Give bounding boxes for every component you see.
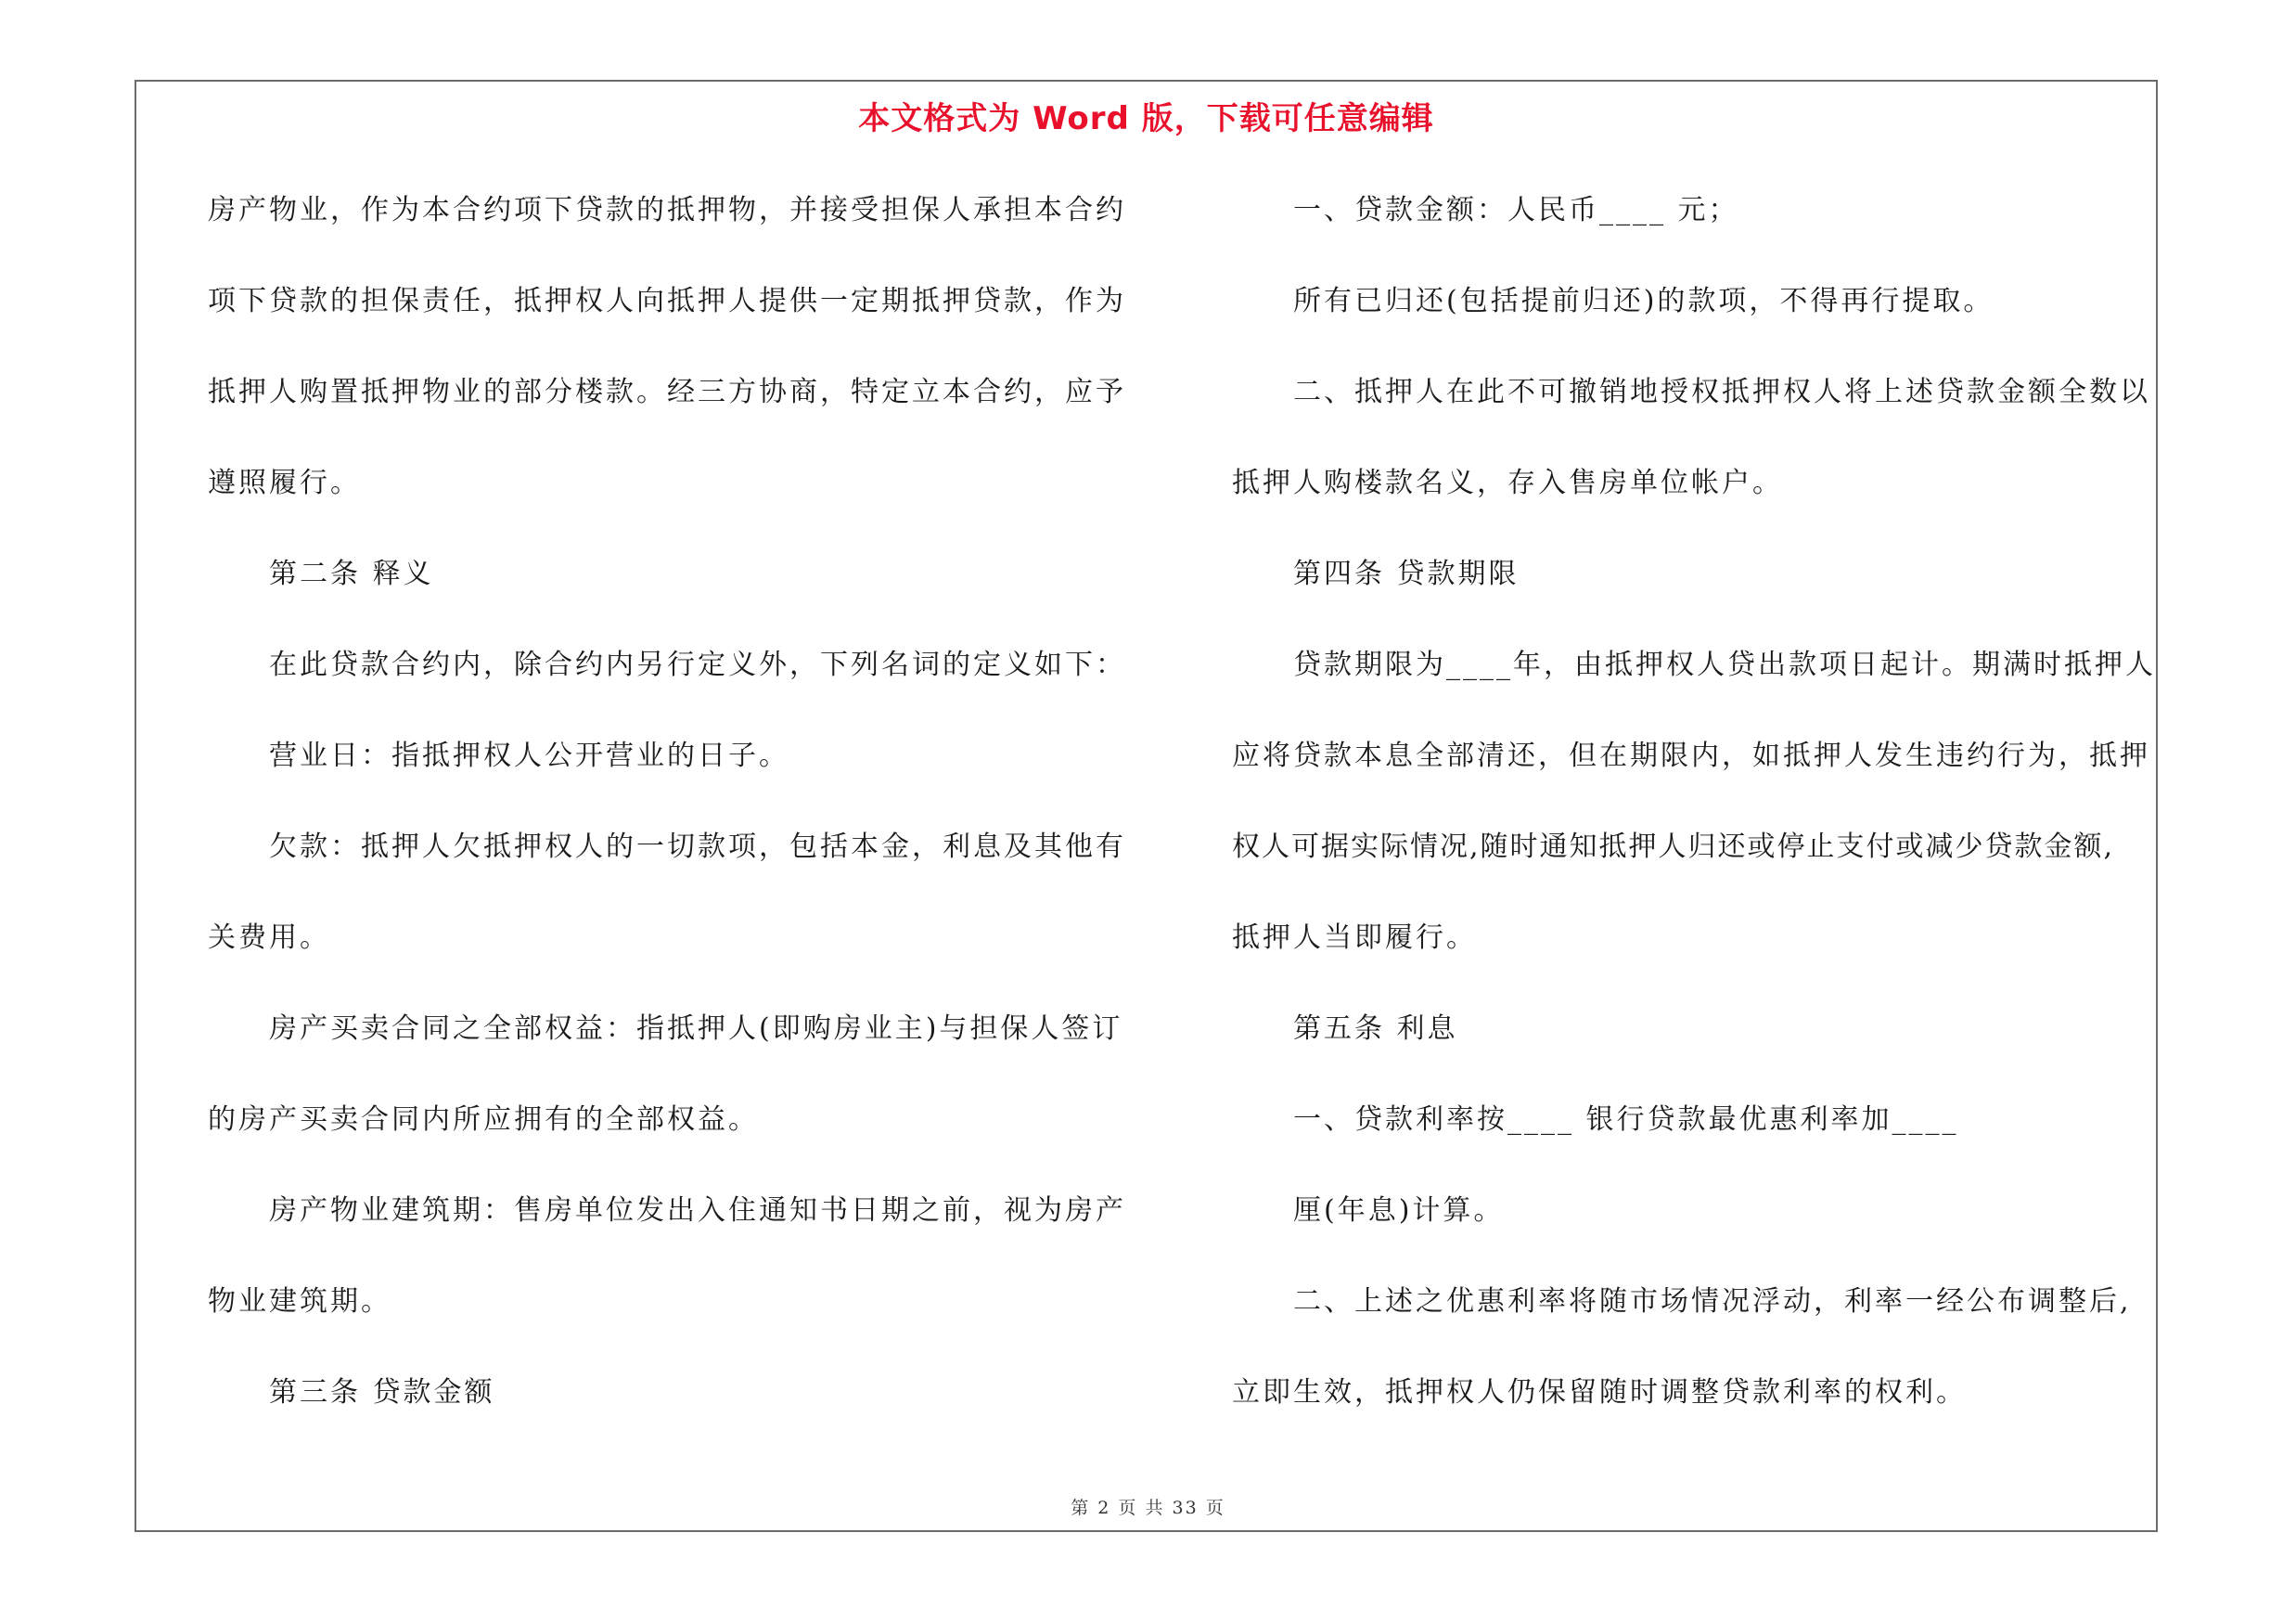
text-line: 应将贷款本息全部清还，但在期限内，如抵押人发生违约行为，抵押 — [1232, 740, 2150, 772]
text-line: 在此贷款合约内，除合约内另行定义外，下列名词的定义如下： — [269, 649, 1126, 681]
section-heading: 第四条 贷款期限 — [1293, 558, 1520, 590]
text-line: 所有已归还(包括提前归还)的款项，不得再行提取。 — [1293, 285, 1995, 317]
text-line: 一、贷款利率按____ 银行贷款最优惠利率加____ — [1293, 1103, 1959, 1136]
text-line: 权人可据实际情况,随时通知抵押人归还或停止支付或减少贷款金额, — [1232, 831, 2115, 863]
header-banner: 本文格式为 Word 版，下载可任意编辑 — [858, 100, 1434, 137]
text-line: 营业日：指抵押权人公开营业的日子。 — [269, 740, 789, 772]
text-line: 遵照履行。 — [208, 467, 361, 499]
section-heading: 第二条 释义 — [269, 558, 434, 590]
text-line: 的房产买卖合同内所应拥有的全部权益。 — [208, 1103, 759, 1136]
section-heading: 第三条 贷款金额 — [269, 1376, 495, 1409]
page-number-footer: 第 2 页 共 33 页 — [1071, 1498, 1225, 1518]
text-line: 关费用。 — [208, 921, 330, 954]
text-line: 一、贷款金额：人民币____ 元； — [1293, 194, 1739, 226]
text-line: 房产物业建筑期：售房单位发出入住通知书日期之前，视为房产 — [269, 1194, 1126, 1227]
text-line: 二、抵押人在此不可撤销地授权抵押权人将上述贷款金额全数以 — [1293, 376, 2150, 408]
text-line: 立即生效，抵押权人仍保留随时调整贷款利率的权利。 — [1232, 1376, 1967, 1409]
text-line: 厘(年息)计算。 — [1293, 1194, 1505, 1227]
text-line: 房产买卖合同之全部权益：指抵押人(即购房业主)与担保人签订 — [269, 1012, 1123, 1045]
text-line: 抵押人购楼款名义，存入售房单位帐户。 — [1232, 467, 1783, 499]
text-line: 房产物业，作为本合约项下贷款的抵押物，并接受担保人承担本合约 — [208, 194, 1126, 226]
text-line: 欠款：抵押人欠抵押权人的一切款项，包括本金，利息及其他有 — [269, 831, 1126, 863]
text-line: 物业建筑期。 — [208, 1285, 391, 1318]
text-line: 二、上述之优惠利率将随市场情况浮动，利率一经公布调整后, — [1293, 1285, 2132, 1318]
text-line: 抵押人当即履行。 — [1232, 921, 1477, 954]
section-heading: 第五条 利息 — [1293, 1012, 1458, 1045]
text-line: 抵押人购置抵押物业的部分楼款。经三方协商，特定立本合约，应予 — [208, 376, 1126, 408]
text-line: 项下贷款的担保责任，抵押权人向抵押人提供一定期抵押贷款，作为 — [208, 285, 1126, 317]
text-line: 贷款期限为____年，由抵押权人贷出款项日起计。期满时抵押人 — [1293, 649, 2156, 681]
